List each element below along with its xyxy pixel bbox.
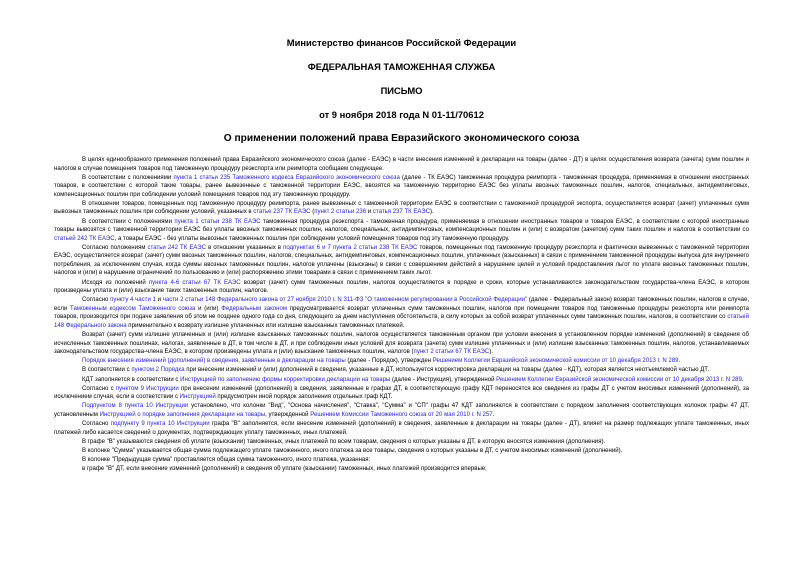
body-paragraph bbox=[54, 244, 749, 278]
body-paragraph bbox=[54, 438, 749, 447]
legal-reference-link[interactable]: пункту 4 части 1 bbox=[110, 297, 156, 304]
paragraph-text: В соответствии с bbox=[82, 367, 132, 374]
paragraph-text: ). bbox=[430, 209, 434, 216]
legal-reference-link[interactable]: статье 237 ТК ЕАЭС bbox=[253, 209, 311, 216]
paragraph-text: В колонке "Предыдущая сумма" проставляется общая сумма таможенного, иного платежа, указанная: bbox=[82, 457, 371, 464]
legal-reference-link[interactable]: пунктом 2 Порядка bbox=[131, 367, 185, 374]
paragraph-text: ). bbox=[489, 349, 493, 356]
paragraph-text: в отношении указанных в bbox=[205, 244, 284, 251]
legal-reference-link[interactable]: Подпунктом 8 пункта 10 Инструкции bbox=[82, 403, 189, 410]
paragraph-text: Согласно с bbox=[82, 385, 116, 392]
legal-reference-link[interactable]: пункта 1 статьи 235 Таможенного кодекса Евразийского экономического союза bbox=[173, 174, 400, 181]
ministry-name: Министерство финансов Российской Федерации bbox=[286, 37, 517, 48]
paragraph-text: . bbox=[492, 411, 495, 418]
paragraph-text: Исходя из положений bbox=[82, 279, 149, 286]
legal-reference-link[interactable]: подпункту 9 пункта 10 Инструкции bbox=[110, 421, 210, 428]
paragraph-text: (далее - Федеральный закон) возврат таможенных пошлин, налогов в случае, если bbox=[54, 297, 749, 312]
paragraph-text: и bbox=[366, 209, 373, 216]
paragraph-text: , утвержденной bbox=[265, 411, 311, 418]
paragraph-text: КДТ заполняется в соответствии с bbox=[82, 376, 181, 383]
legal-reference-link[interactable]: пункт 2 статьи 67 ТК ЕАЭС bbox=[413, 349, 490, 356]
paragraph-text: В графе "В" указываются сведения об уплате (взыскании) таможенных, иных платежей по всем товарам, сведения о которых указаны в ДТ, в которую вносятся изменения (дополнения). bbox=[82, 438, 606, 445]
legal-reference-link[interactable]: подпунктах 6 и 7 пункта 2 статьи 238 ТК ЕАЭС bbox=[283, 244, 418, 251]
paragraph-text: ( bbox=[310, 209, 315, 216]
legal-reference-link[interactable]: пункта 1 статьи 238 ТК ЕАЭС bbox=[174, 218, 261, 225]
legal-reference-link[interactable]: статьей 148 Федерального закона bbox=[54, 314, 749, 329]
paragraph-text: . bbox=[741, 376, 744, 383]
paragraph-text: возврат (зачет) сумм таможенных пошлин, налогов осуществляется в порядке и сроки, которые устанавливаются законодательством государства-члена ЕАЭС, в котором произведены уплата и (или) взыскание таких таможенных пошлин, налогов. bbox=[54, 279, 749, 295]
body-paragraph bbox=[54, 456, 749, 465]
paragraph-text: в графе "В" ДТ, если внесение изменений (дополнений) в сведения об уплате (взыскании) таможенных, иных платежей производится впервые; bbox=[82, 466, 487, 473]
paragraph-text: В соответствии с положениями bbox=[82, 218, 175, 225]
legal-reference-link[interactable]: пунктом 9 Инструкции bbox=[115, 385, 179, 392]
legal-reference-link[interactable]: Решением Коллегии Евразийской экономической комиссии от 10 декабря 2013 г. N 289 bbox=[496, 376, 742, 383]
legal-reference-link[interactable]: пункта 4-6 статьи 67 ТК ЕАЭС bbox=[148, 279, 241, 286]
paragraph-text: применительно к возврату излишне уплаченных или излишне взысканных таможенных платежей. bbox=[126, 322, 405, 329]
legal-reference-link[interactable]: статьей 242 ТК ЕАЭС bbox=[54, 235, 115, 242]
paragraph-text: графа "В" заполняется, если внесение изменений (дополнений) в сведения, заявленные в декларации на товары (далее - ДТ), влияет на размер подлежащих уплате таможенных, иных платежей либо касается сведений о документах, подтверждающих уплату таможенных, иных платежей. bbox=[54, 421, 749, 436]
body-paragraph bbox=[54, 218, 749, 244]
document-body bbox=[54, 156, 749, 474]
body-paragraph bbox=[54, 385, 749, 402]
legal-reference-link[interactable]: Федеральным законом bbox=[221, 305, 288, 312]
service-name: ФЕДЕРАЛЬНАЯ ТАМОЖЕННАЯ СЛУЖБА bbox=[307, 61, 496, 72]
document-type: ПИСЬМО bbox=[380, 85, 423, 96]
document-date-number: от 9 ноября 2018 года N 01-11/70612 bbox=[319, 109, 484, 120]
legal-reference-link[interactable]: статьи 242 ТК ЕАЭС bbox=[147, 244, 206, 251]
body-paragraph bbox=[54, 465, 749, 474]
body-paragraph bbox=[54, 174, 749, 200]
legal-reference-link[interactable]: Порядок внесения изменений (дополнений) в сведения, заявленные в декларации на товары bbox=[82, 358, 346, 365]
body-paragraph bbox=[54, 447, 749, 456]
paragraph-text: В отношении товаров, помещенных под таможенную процедуру реимпорта, ранее вывезенных с таможенной территории ЕАЭС в соответствии с таможенной процедурой экспорта, осуществляется возврат (зачет) уплаченных сумм вывозных таможенных пошлин при соблюдении условий, указанных в bbox=[54, 200, 749, 216]
body-paragraph bbox=[54, 402, 749, 419]
body-paragraph bbox=[54, 331, 749, 357]
legal-reference-link[interactable]: Инструкцией bbox=[179, 394, 216, 401]
legal-reference-link[interactable]: Инструкцией о порядке заполнения декларации на товары bbox=[99, 411, 266, 418]
paragraph-text: , а товары ЕАЭС - без уплаты вывозных таможенных пошлин при соблюдении условий помещения товаров под эту таможенную процедуру. bbox=[114, 235, 510, 242]
paragraph-text: товаров, помещенных под таможенную процедуру реэкспорта и фактически вывезенных с таможенной территории ЕАЭС, осуществляется возврат (зачет) сумм ввозных таможенных пошлин, налогов, специальных, антидемпинговых, компенсационных пошлин, уплаченных (взысканных) в связи с применением таможенной процедуры выпуска для внутреннего потребления, за исключением случая, когда суммы ввозных таможенных пошлин, налогов уплачены (взысканы) в связи с совершением действий в нарушение целей и условий предоставления льгот по уплате ввозных таможенных пошлин, налогов и (или) в нарушение ограничений по пользованию и (или) распоряжению этими товарами в связи с применением таких льгот. bbox=[54, 244, 750, 277]
paragraph-text: при внесении изменений (дополнений) в сведения, заявленные в графах ДТ, в соответствующую графу КДТ переносятся все сведения из графы ДТ с учетом вносимых изменений (дополнений), за исключением случая, если в соответствии с bbox=[54, 385, 749, 401]
paragraph-text: предусмотрен иной порядок заполнения отдельных граф КДТ. bbox=[215, 394, 393, 401]
legal-reference-link[interactable]: статья 237 ТК ЕАЭС bbox=[372, 209, 431, 216]
paragraph-text: В целях единообразного применения положений права Евразийского экономического союза (далее - ЕАЭС) в части внесения изменений в декларации на товары (далее - ДТ) в целях осуществления возврата (зачета) сумм пошлин и налогов в случае помещения товаров под таможенную процедуру реэкспорта или реимпорта сообщаем следующее. bbox=[54, 157, 749, 172]
paragraph-text: В колонке "Сумма" указывается общая сумма подлежащего уплате таможенного, иного платежа за все товары, сведения о которых указаны в ДТ, с учетом вносимых изменений (дополнений). bbox=[82, 447, 623, 454]
body-paragraph bbox=[54, 296, 749, 330]
paragraph-text: Согласно bbox=[82, 421, 111, 428]
body-paragraph bbox=[54, 156, 749, 173]
paragraph-text: предусматривается возврат уплаченных сумм таможенных пошлин, налогов при помещении товаров под таможенные процедуры реэкспорта или реимпорта товаров, производится при подаче заявления об этом не позднее одного года со дня, следующего за днем наступления обстоятельств, в силу которых за собой возврат уплаченных сумм таможенных пошлин, налогов, в соответствии со bbox=[54, 305, 749, 321]
body-paragraph bbox=[54, 366, 749, 375]
paragraph-text: (далее - ТК ЕАЭС) таможенная процедура реимпорта - таможенная процедура, применяемая в отношении иностранных товаров, в соответствии с которой такие товары, ранее вывезенные с таможенной территории ЕАЭС, ввозятся на таможенную территорию ЕАЭС без уплаты ввозных таможенных пошлин, налогов, специальных, антидемпинговых, компенсационных пошлин при соблюдении условий помещения товаров под эту таможенную процедуру. bbox=[54, 174, 749, 198]
legal-reference-link[interactable]: Решением Коллегии Евразийской экономической комиссии от 10 декабря 2013 г. N 289 bbox=[432, 358, 679, 365]
paragraph-text: и (или) bbox=[195, 305, 222, 312]
paragraph-text: Возврат (зачет) сумм излишне уплаченных и (или) излишне взысканных таможенных пошлин, налогов осуществляется таможенным органом при условии внесения в установленном порядке изменений (дополнений) в сведения об исчисленных таможенных пошлинах, налогах, заявленные в ДТ, в том числе в ДТ, и при соблюдении иных условий для возврата (зачета) сумм излишне уплаченных и (или) излишне взысканных таможенных пошлин, налогов, устанавливаемых законодательством государства-члена ЕАЭС, в котором произведены уплата и (или) взыскание таможенных пошлин, налогов ( bbox=[54, 332, 749, 356]
body-paragraph bbox=[54, 420, 749, 437]
paragraph-text: В соответствии с положениями bbox=[82, 174, 174, 181]
legal-reference-link[interactable]: Инструкцией по заполнению формы корректировки декларации на товары bbox=[180, 376, 391, 383]
legal-reference-link[interactable]: пункт 2 статьи 236 bbox=[314, 209, 367, 216]
body-paragraph bbox=[54, 200, 749, 217]
document-title: О применении положений права Евразийского экономического союза bbox=[223, 133, 580, 144]
legal-reference-link[interactable]: Таможенным кодексом Таможенного союза bbox=[70, 305, 196, 312]
paragraph-text: при внесении изменений и (или) дополнений в сведения, указанные в ДТ, используется корректировка декларации на товары (далее - КДТ), которая является неотъемлемой частью ДТ. bbox=[184, 367, 710, 374]
paragraph-text: Согласно bbox=[82, 297, 111, 304]
paragraph-text: (далее - Порядок), утвержден bbox=[345, 358, 433, 365]
legal-reference-link[interactable]: Решением Комиссии Таможенного союза от 20 мая 2010 г. N 257 bbox=[310, 411, 493, 418]
paragraph-text: таможенная процедура реэкспорта - таможенная процедура, применяемая в отношении иностранных товаров и товаров ЕАЭС, в соответствии с которой иностранные товары вывозятся с таможенной территории ЕАЭС без уплаты ввозных таможенных пошлин, налогов, специальных, антидемпинговых, компенсационных пошлин и (или) с возвратом (зачетом) сумм таких пошлин и налогов в соответствии со bbox=[54, 218, 749, 234]
paragraph-text: Согласно положениям bbox=[82, 244, 148, 251]
paragraph-text: . bbox=[678, 358, 681, 365]
legal-reference-link[interactable]: части 2 статьи 148 Федерального закона от 27 ноября 2010 г. N 311-ФЗ "О таможенном регулировании в Российской Федерации" bbox=[162, 297, 528, 304]
body-paragraph bbox=[54, 279, 749, 296]
paragraph-text: и bbox=[155, 297, 163, 304]
paragraph-text: установлено, что колонки "Вид", "Основа начисления", "Ставка", "Сумма" и "СП" графы 47 КДТ заполняются в соответствии с порядком заполнения соответствующих колонок графы 47 ДТ, установленным bbox=[54, 403, 749, 418]
paragraph-text: (далее - Инструкция), утвержденной bbox=[390, 376, 497, 383]
body-paragraph bbox=[54, 376, 749, 385]
body-paragraph bbox=[54, 357, 749, 366]
